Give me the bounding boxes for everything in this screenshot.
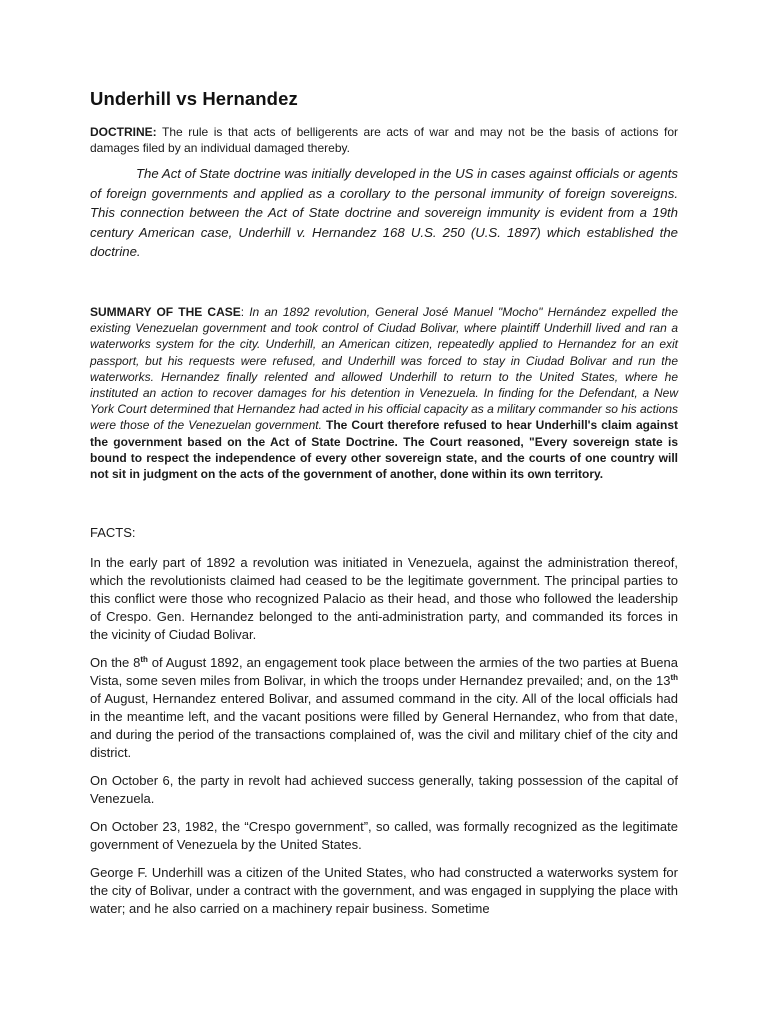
facts-p2-part-c: of August, Hernandez entered Bolivar, and assumed command in the city. All of the local officials had in the meantime left, and the vacant positions were filled by General Hernandez, who from that date, and during the period of the transactions complained of, was the civil and military chief of the city and district. xyxy=(90,691,678,761)
facts-paragraph-1: In the early part of 1892 a revolution was initiated in Venezuela, against the administration thereof, which the revolutionists claimed had ceased to be the legitimate government. The principal parties to this conflict were those who recognized Palacio as their head, and those who followed the leadership of Crespo. Gen. Hernandez belonged to the anti-administration party, and commanded its forces in the vicinity of Ciudad Bolivar. xyxy=(90,555,678,643)
facts-paragraph-4: On October 23, 1982, the “Crespo government”, so called, was formally recognized as the legitimate government of Venezuela by the United States. xyxy=(90,819,678,853)
facts-p2-part-a: On the 8 xyxy=(90,655,141,671)
summary-colon: : xyxy=(240,304,250,319)
summary-bold-text: The Court therefore refused to hear Underhill's claim against the government based on the Act of State Doctrine. The Court reasoned, "Every sovereign state is bound to respect the independence of every other sovereign state, and the courts of one country will not sit in judgment on the acts of the government of another, done within its own territory. xyxy=(90,418,679,481)
facts-p2-sup-2: th xyxy=(670,673,678,683)
facts-heading: FACTS: xyxy=(90,525,136,541)
doctrine-label: DOCTRINE: xyxy=(90,125,157,139)
act-of-state-paragraph: The Act of State doctrine was initially developed in the US in cases against officials or agents of foreign governments and applied as a corollary to the personal immunity of foreign sovereigns. This connection between the Act of State doctrine and sovereign immunity is evident from a 19th century American case, Underhill v. Hernandez 168 U.S. 250 (U.S. 1897) which established the doctrine. xyxy=(90,166,678,260)
summary-italic-text: In an 1892 revolution, General José Manuel "Mocho" Hernández expelled the existing Venezuelan government and took control of Ciudad Bolivar, where plaintiff Underhill lived and ran a waterworks system for the city. Underhill, an American citizen, repeatedly applied to Hernandez for an exit passport, but his requests were refused, and Underhill was forced to stay in Ciudad Bolivar and run the waterworks. Hernandez finally relented and allowed Underhill to return to the United States, where he instituted an action to recover damages for his detention in Venezuela. In finding for the Defendant, a New York Court determined that Hernandez had acted in his official capacity as a military commander so his actions were those of the Venezuelan government. xyxy=(90,304,678,433)
doctrine-text: The rule is that acts of belligerents are acts of war and may not be the basis of actions for damages filed by an individual damaged thereby. xyxy=(90,125,679,155)
facts-paragraph-3: On October 6, the party in revolt had achieved success generally, taking possession of the capital of Venezuela. xyxy=(90,773,678,807)
facts-p2-part-b: of August 1892, an engagement took place between the armies of the two parties at Buena Vista, some seven miles from Bolivar, in which the troops under Hernandez prevailed; and, on the 13 xyxy=(90,655,678,689)
summary-label: SUMMARY OF THE CASE xyxy=(90,304,241,319)
facts-paragraph-2 xyxy=(90,654,678,762)
summary-paragraph xyxy=(90,304,678,482)
doctrine-paragraph xyxy=(90,124,678,156)
document-title: Underhill vs Hernandez xyxy=(90,88,298,109)
document-body xyxy=(90,88,678,918)
facts-paragraph-5: George F. Underhill was a citizen of the United States, who had constructed a waterworks system for the city of Bolivar, under a contract with the government, and was engaged in supplying the place with water; and he also carried on a machinery repair business. Sometime xyxy=(90,865,678,917)
facts-p2-sup-1: th xyxy=(140,655,148,665)
